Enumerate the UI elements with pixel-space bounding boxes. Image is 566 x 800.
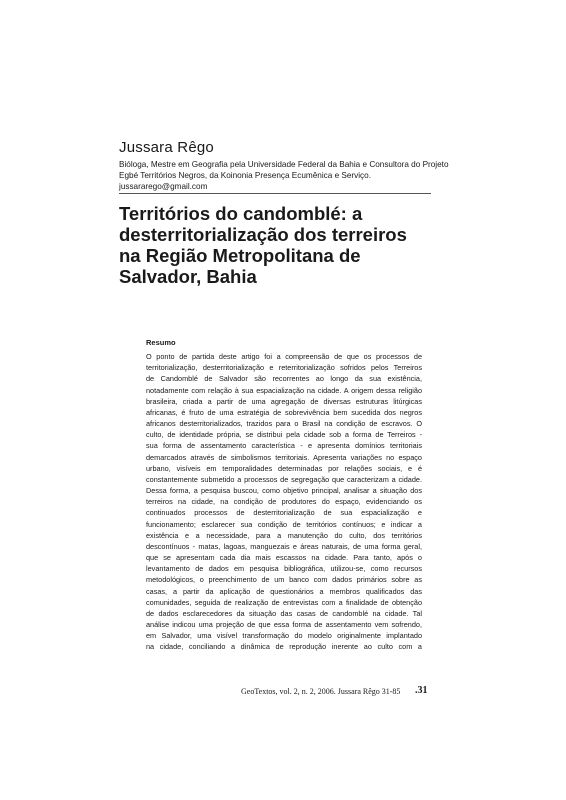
- author-affiliation: [119, 159, 449, 192]
- abstract-line: territorialização, desterritorialização e reterritorialização sofridos pelos Terreiros: [146, 363, 422, 373]
- abstract-line: africanas, é fruto de uma estratégia de sobrevivência bem sucedida dos negros: [146, 407, 422, 417]
- abstract-line: urbano, visíveis em temporalidades determinadas por relações sociais, e é: [146, 463, 422, 473]
- abstract-line: africanos desterritorializados, trazidos para o Brasil na condição de escravos. O: [146, 419, 422, 429]
- affiliation-line: Egbé Territórios Negros, da Koinonia Presença Ecumênica e Serviço.: [119, 171, 371, 180]
- abstract-line: terreiros na cidade, na condição de produtores do espaço, evidenciando os: [146, 497, 422, 507]
- article-title: [119, 203, 439, 287]
- title-line: desterritorialização dos terreiros: [119, 224, 407, 245]
- abstract-line: descontínuos - matas, lagoas, manguezais e áreas naturais, de uma forma geral,: [146, 541, 422, 551]
- abstract-line: continuados processos de desterritorialização de sua espacialização e: [146, 508, 422, 518]
- abstract-line: existência e a necessidade, para a manutenção do culto, dos territórios: [146, 530, 422, 540]
- abstract-line: demarcados através de simbolismos territoriais. Apresenta variações no espaço: [146, 452, 422, 462]
- abstract-line: Dessa forma, a pesquisa buscou, como objetivo principal, analisar a situação dos: [146, 486, 422, 496]
- abstract-heading: Resumo: [146, 338, 176, 347]
- abstract-line: comunidades, seguida de realização de entrevistas com a finalidade de obtenção: [146, 597, 422, 607]
- author-email: jussararego@gmail.com: [119, 182, 208, 191]
- abstract-body: [146, 351, 422, 653]
- page-number: .31: [415, 685, 428, 696]
- abstract-line: notadamente com relação à sua espacialização na cidade. A origem dessa religião: [146, 385, 422, 395]
- abstract-line: de Candomblé de Salvador são recorrentes ao longo da sua existência,: [146, 374, 422, 384]
- abstract-line: metodológicos, o preenchimento de um banco com dados primários sobre as: [146, 575, 422, 585]
- abstract-line: de dados esclarecedores da situação das casas de candomblé na cidade. Tal: [146, 608, 422, 618]
- title-line: Salvador, Bahia: [119, 266, 257, 287]
- abstract-line: levantamento de dados em pesquisa bibliográfica, utilizou-se, como recursos: [146, 564, 422, 574]
- abstract-line: constantemente submetido a processos de segregação que caracterizam a cidade.: [146, 474, 422, 484]
- abstract-line: em Salvador, uma visível transformação do modelo originalmente implantado: [146, 631, 422, 641]
- abstract-line: na cidade, conciliando a dinâmica de reprodução inerente ao culto com a: [146, 642, 422, 652]
- abstract-line: sua forma de assentamento característica - e apresenta domínios territoriais: [146, 441, 422, 451]
- abstract-line: culto, de identidade própria, se distribui pela cidade sob a forma de Terreiros -: [146, 430, 422, 440]
- abstract-line: análise indicou uma projeção de que essa forma de assentamento vem sofrendo,: [146, 620, 422, 630]
- abstract-line: O ponto de partida deste artigo foi a compreensão de que os processos de: [146, 352, 422, 361]
- journal-citation-footer: GeoTextos, vol. 2, n. 2, 2006. Jussara Rêgo 31-85: [241, 687, 401, 696]
- title-line: Territórios do candomblé: a: [119, 203, 363, 224]
- author-name: Jussara Rêgo: [119, 139, 214, 156]
- affiliation-line: Bióloga, Mestre em Geografia pela Universidade Federal da Bahia e Consultora do Projeto: [119, 160, 449, 169]
- abstract-line: brasileira, criada a partir de uma agregação de diversas estruturas litúrgicas: [146, 396, 422, 406]
- abstract-line: casas, a partir da aplicação de questionários a membros qualificados das: [146, 586, 422, 596]
- abstract-line: funcionamento; esclarecer sua condição de territórios contínuos; e indicar a: [146, 519, 422, 529]
- title-line: na Região Metropolitana de: [119, 245, 361, 266]
- header-divider: [119, 193, 431, 194]
- abstract-line: que se apresentam cada dia mais escassos na cidade. Para tanto, após o: [146, 553, 422, 563]
